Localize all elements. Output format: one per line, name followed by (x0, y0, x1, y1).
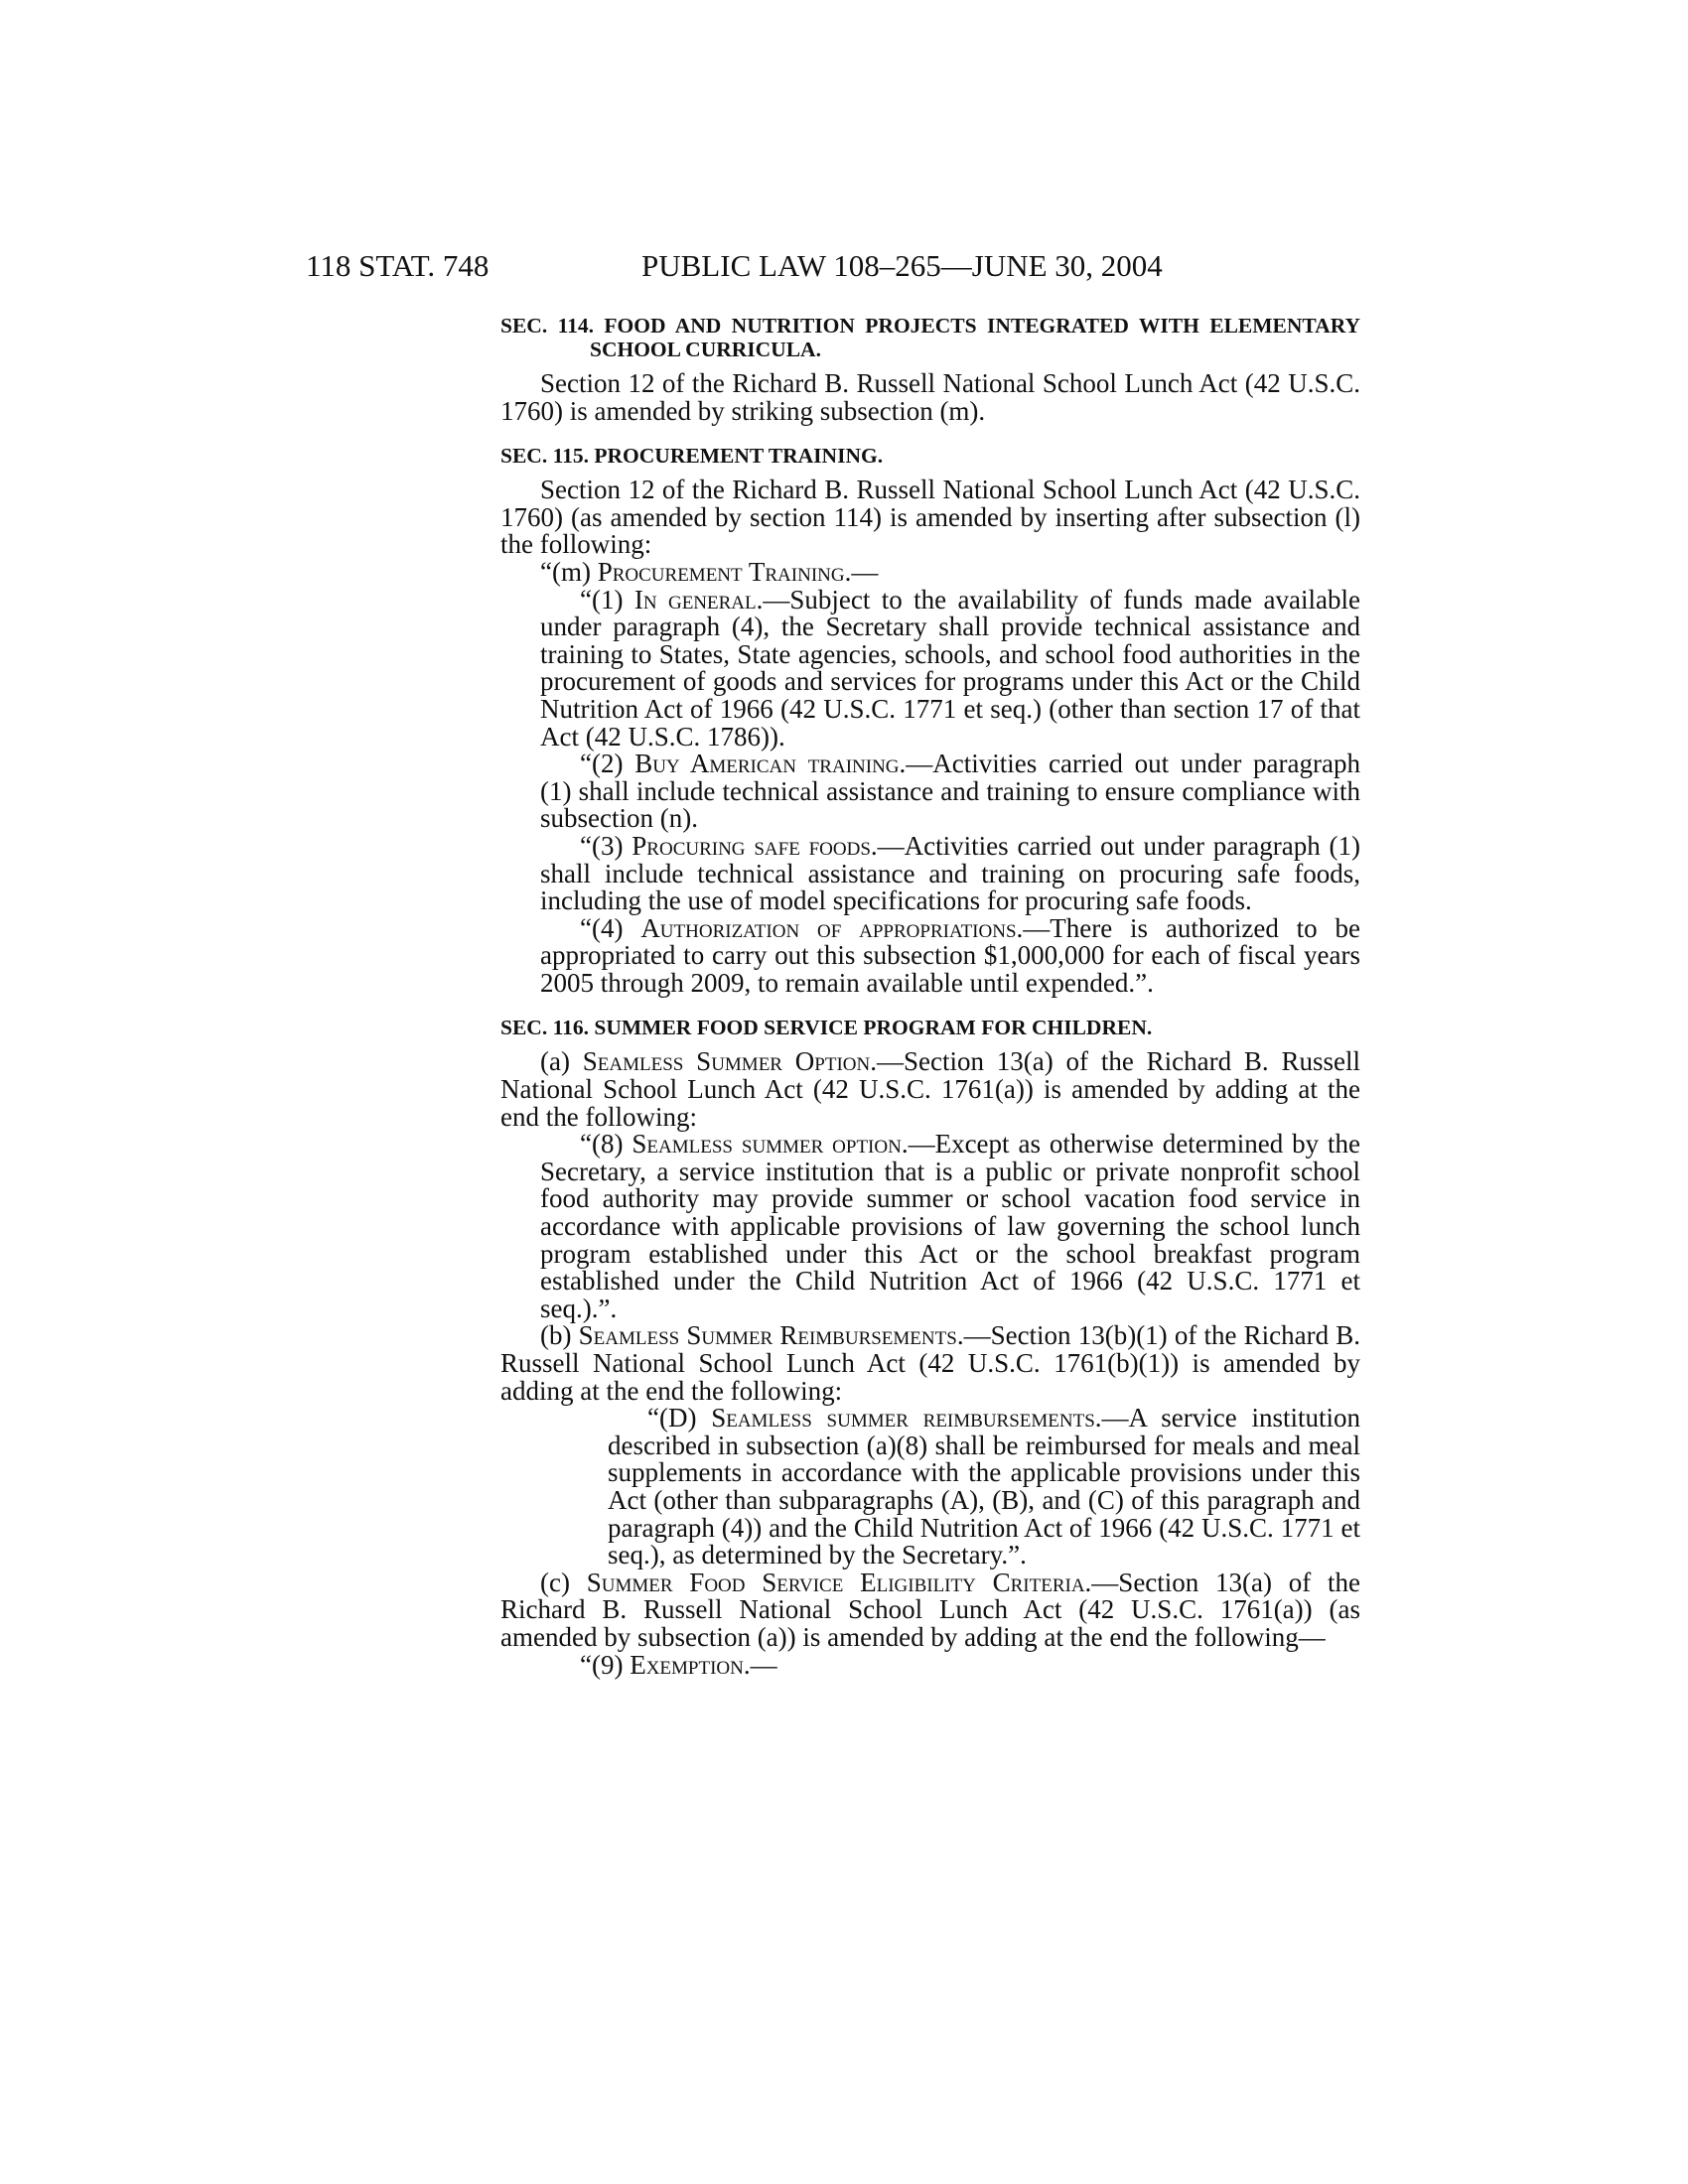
subsection-m-heading (500, 556, 1360, 587)
subsection-c (500, 1567, 1361, 1652)
subsection-c-label: (c) (540, 1567, 587, 1597)
subparagraph-d (500, 1405, 1360, 1570)
subparagraph-d-text: .—A service institution described in subsection (a)(8) shall be reimbursed for meals and meal supplements in accordance with the applicable provisions under this Act (other than subparagraphs (A), (B), and (C) of this paragraph and paragraph (4)) and the Child Nutrition Act of 1966 (42 U.S.C. 1771 et seq.), as determined by the Secretary.”. (608, 1403, 1360, 1570)
subsection-m-caption: Procurement Training (597, 556, 845, 587)
paragraph-8 (500, 1131, 1360, 1322)
section-114-text: Section 12 of the Richard B. Russell National School Lunch Act (42 U.S.C. 1760) is amended by striking subsection (m). (500, 368, 1360, 426)
subsection-m-dash: .— (844, 556, 879, 587)
paragraph-3-caption: Procuring safe foods (632, 830, 871, 861)
paragraph-8-text: .—Except as otherwise determined by the Secretary, a service institution that is a public or private nonprofit school food authority may provide summer or school vacation food service in accordance with applicable provisions of law governing the school lunch program established under this Act or the school breakfast program established under the Child Nutrition Act of 1966 (42 U.S.C. 1771 et seq.).”. (540, 1129, 1361, 1323)
paragraph-4-text: .—There is authorized to be appropriated to carry out this subsection $1,000,000 for each of fiscal years 2005 through 2009, to remain available until expended.”. (540, 912, 1360, 998)
running-head (0, 246, 1688, 286)
section-115-intro: Section 12 of the Richard B. Russell National School Lunch Act (42 U.S.C. 1760) (as amended by section 114) is amended by inserting after subsection (l) the following: (500, 475, 1360, 560)
paragraph-9-label: “(9) (580, 1649, 631, 1680)
subsection-m-label: “(m) (540, 556, 598, 587)
paragraph-2-caption: Buy American training (634, 749, 900, 779)
paragraph-2-label: “(2) (580, 749, 635, 779)
public-law-title: PUBLIC LAW 108–265—JUNE 30, 2004 (641, 248, 1163, 283)
paragraph-1-caption: In general (633, 584, 757, 614)
subsection-c-caption: Summer Food Service Eligibility Criteria (586, 1567, 1085, 1597)
subsection-a (500, 1048, 1360, 1131)
paragraph-9-dash: .— (743, 1649, 777, 1680)
subparagraph-d-caption: Seamless summer reimbursements (711, 1403, 1095, 1433)
paragraph-3 (500, 830, 1360, 916)
paragraph-4 (500, 912, 1360, 998)
paragraph-1 (500, 584, 1360, 751)
subsection-a-text: .—Section 13(a) of the Richard B. Russell National School Lunch Act (42 U.S.C. 1761(a)) is amended by adding at the end the following: (500, 1046, 1361, 1132)
subsection-b-caption: Seamless Summer Reimbursements (578, 1320, 957, 1351)
section-114-heading: SEC. 114. FOOD AND NUTRITION PROJECTS INTEGRATED WITH ELEMENTARY SCHOOL CURRICULA. (500, 314, 1360, 361)
subsection-b-text: .—Section 13(b)(1) of the Richard B. Russell National School Lunch Act (42 U.S.C. 1761(b)(1)) is amended by adding at the end the following: (500, 1320, 1360, 1406)
paragraph-8-label: “(8) (580, 1129, 633, 1160)
subparagraph-d-label: “(D) (647, 1403, 712, 1433)
paragraph-2-text: .—Activities carried out under paragraph (1) shall include technical assistance and training to ensure compliance with subsection (n). (540, 749, 1360, 834)
paragraph-9 (500, 1649, 1360, 1680)
paragraph-1-text: .—Subject to the availability of funds made available under paragraph (4), the Secretary shall provide technical assistance and training to States, State agencies, schools, and school food authorities in the procurement of goods and services for programs under this Act or the Child Nutrition Act of 1966 (42 U.S.C. 1771 et seq.) (other than section 17 of that Act (42 U.S.C. 1786)). (540, 584, 1360, 751)
paragraph-8-caption: Seamless summer option (632, 1129, 902, 1160)
paragraph-4-caption: Authorization of appropriations (640, 912, 1017, 943)
paragraph-9-caption: Exemption (630, 1649, 744, 1680)
section-115-heading: SEC. 115. PROCUREMENT TRAINING. (500, 444, 884, 469)
paragraph-4-label: “(4) (580, 912, 641, 943)
subsection-b (500, 1322, 1360, 1405)
subsection-b-label: (b) (540, 1320, 579, 1351)
subsection-c-text: .—Section 13(a) of the Richard B. Russell National School Lunch Act (42 U.S.C. 1761(a)) (as amended by subsection (a)) is amended by adding at the end the following— (500, 1567, 1361, 1652)
paragraph-3-label: “(3) (580, 830, 633, 861)
statute-citation: 118 STAT. 748 (306, 248, 490, 283)
paragraph-1-label: “(1) (580, 584, 634, 614)
paragraph-3-text: .—Activities carried out under paragraph (1) shall include technical assistance and training on procuring safe foods, including the use of model specifications for procuring safe foods. (540, 830, 1360, 916)
paragraph-2 (500, 751, 1360, 833)
subsection-a-label: (a) (540, 1046, 583, 1077)
statute-body (500, 314, 1360, 1679)
section-116-heading: SEC. 116. SUMMER FOOD SERVICE PROGRAM FOR CHILDREN. (500, 1016, 1153, 1040)
subsection-a-caption: Seamless Summer Option (582, 1046, 871, 1077)
